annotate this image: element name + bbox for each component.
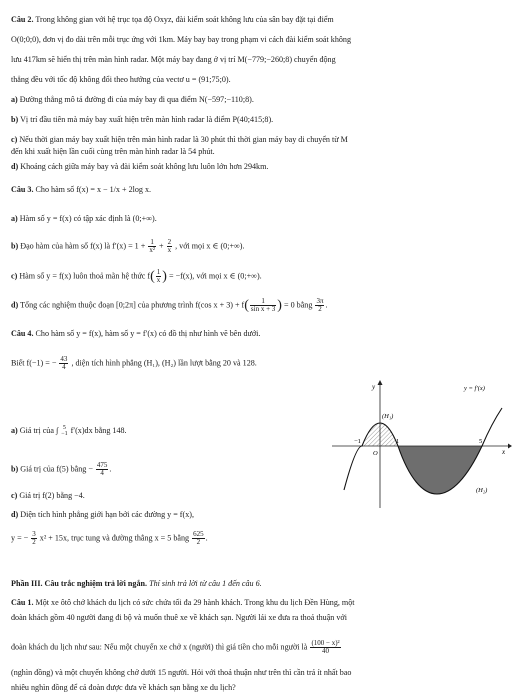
q4-d-result-fraction: $\frac{625}{2}$ [193,530,204,547]
x-axis-label: x [502,448,506,456]
q2-intro-line-4: thẳng đều với tốc độ không đổi theo hướng của vectơ u = (91;75;0). [11,75,231,84]
curve-label: y = f′(x) [464,385,485,392]
q3-statement-b: b) Đạo hàm của hàm số f(x) là f′(x) = 1 + $\frac{1}{\text{x²}}$ + $\frac{2}{x}$ , với mọi x ∈ (0;+∞). [11,238,245,255]
h1-label: (H₁) [382,413,394,420]
q3-statement-d: d) Tổng các nghiệm thuộc đoạn [0;2π] của phương trình f(cos x + 3) + f( $\frac{1}{\text{sin x + 3}}$ ) = 0 bằng $\frac{3\pi}{2}$ . [11,297,328,314]
p3-q1-line-3: đoàn khách du lịch như sau: Nếu một chuyến xe chở x (người) thì giá tiền cho mỗi người là $\frac{\text{(100 − x)²}}{40}$ [11,639,340,656]
part3-heading: Phần III. Câu trắc nghiệm trả lời ngắn. Thí sinh trả lời từ câu 1 đến câu 6. [11,579,262,588]
p3-q1-line-2: đoàn khách gồm 40 người đang đi bộ và muốn thuê xe về khách sạn. Người lái xe đưa ra thoả thuận với [11,613,347,622]
p3-q1-line-1: Câu 1. Một xe ôtô chở khách du lịch có sức chứa tối đa 29 hành khách. Trong khu du lịch Đền Hùng, một [11,598,355,607]
y-axis-arrow [378,380,383,385]
q4-given-fraction: $\frac{43}{4}$ [60,355,68,372]
p3-q1-price-fraction: $\frac{\text{(100 − x)²}}{40}$ [311,639,340,656]
q2-intro-line-1: Câu 2. Trong không gian với hệ trục tọa độ Oxyz, đài kiểm soát không lưu của sân bay đặt tại điểm [11,15,334,24]
q2-statement-b: b) Vị trí đầu tiên mà máy bay xuất hiện trên màn hình radar là điểm P(40;415;8). [11,115,274,124]
p3-q1-line-4: (nghìn đồng) và một chuyến không chở dưới 15 người. Hỏi với thoả thuận như trên thì cần trả ít nhất bao [11,668,352,677]
origin-label: O [373,450,378,457]
q4-statement-b: b) Giá trị của f(5) bằng − $\frac{475}{4}$ . [11,461,112,478]
h2-label: (H₂) [476,487,488,494]
x-axis-arrow [508,444,512,449]
q4-statement-c: c) Giá trị f(2) bằng −4. [11,491,85,500]
q3-d-fraction: $\frac{1}{\text{sin x + 3}}$ [250,297,276,314]
q2-intro-line-3: lưu 417km sẽ hiển thị trên màn hình radar. Một máy bay đang ở vị trí M(−779;−260;8) chuyển động [11,55,336,64]
q4-a-integral-limits: 5 −1 [61,425,68,438]
q4-statement-d-line-1: d) Diện tích hình phẳng giới hạn bởi các đường y = f(x), [11,510,194,519]
q3-intro: Câu 3. Cho hàm số f(x) = x − 1/x + 2log x. [11,185,152,194]
q4-given: Biết f(−1) = − $\frac{43}{4}$ , diện tích hình phẳng (H₁), (H₂) lần lượt bằng 20 và 128. [11,355,257,372]
q3-c-fraction: $\frac{1}{x}$ [156,268,161,285]
q2-statement-a: a) Đường thẳng mô tả đường đi của máy bay đi qua điểm N(−597;−110;8). [11,95,254,104]
q4-d-fraction: $\frac{3}{2}$ [32,530,36,547]
q3-b-fraction-1: $\frac{1}{\text{x²}}$ [149,238,155,255]
q3-statement-a: a) Hàm số y = f(x) có tập xác định là (0;+∞). [11,214,157,223]
q3-b-text: b) Đạo hàm của hàm số f(x) là f′(x) = 1 + [11,241,146,251]
derivative-graph [332,380,512,510]
q4-statement-a: a) Giá trị của ∫ 5 −1 f′(x)dx bằng 148. [11,425,127,438]
q2-statement-d: d) Khoảng cách giữa máy bay và đài kiểm soát không lưu luôn lớn hơn 294km. [11,162,269,171]
q2-statement-c-line-2: đến khi xuất hiện lần cuối cùng trên màn hình radar là 54 phút. [11,147,215,156]
q2-statement-c-line-1: c) Nếu thời gian máy bay xuất hiện trên màn hình radar là 30 phút thì thời gian máy bay di chuyển từ M [11,135,348,144]
q3-statement-c: c) Hàm số y = f(x) luôn thoả mãn hệ thức f( $\frac{1}{x}$ ) = −f(x), với mọi x ∈ (0;+∞). [11,268,262,285]
q2-intro-line-2: O(0;0;0), đơn vị đo dài trên mỗi trục ứng với 1km. Máy bay bay trong phạm vi cách đài kiểm soát không [11,35,352,44]
tick-label-neg1: −1 [354,438,361,445]
q3-d-result-fraction: $\frac{3\pi}{2}$ [316,297,324,314]
q3-b-fraction-2: $\frac{2}{x}$ [167,238,172,255]
q4-b-fraction: $\frac{475}{4}$ [96,461,108,478]
tick-label-5: 5 [479,438,483,445]
p3-q1-line-5: nhiêu nghìn đồng để cả đoàn được đưa về khách sạn bằng xe du lịch? [11,683,236,692]
q4-intro: Câu 4. Cho hàm số y = f(x), hàm số y = f′(x) có đồ thị như hình vẽ bên dưới. [11,329,261,338]
q4-statement-d-line-2: y = − $\frac{3}{2}$ x² + 15x, trục tung và đường thẳng x = 5 bằng $\frac{625}{2}$ . [11,530,208,547]
tick-label-1: 1 [396,438,400,445]
y-axis-label: y [372,383,376,391]
